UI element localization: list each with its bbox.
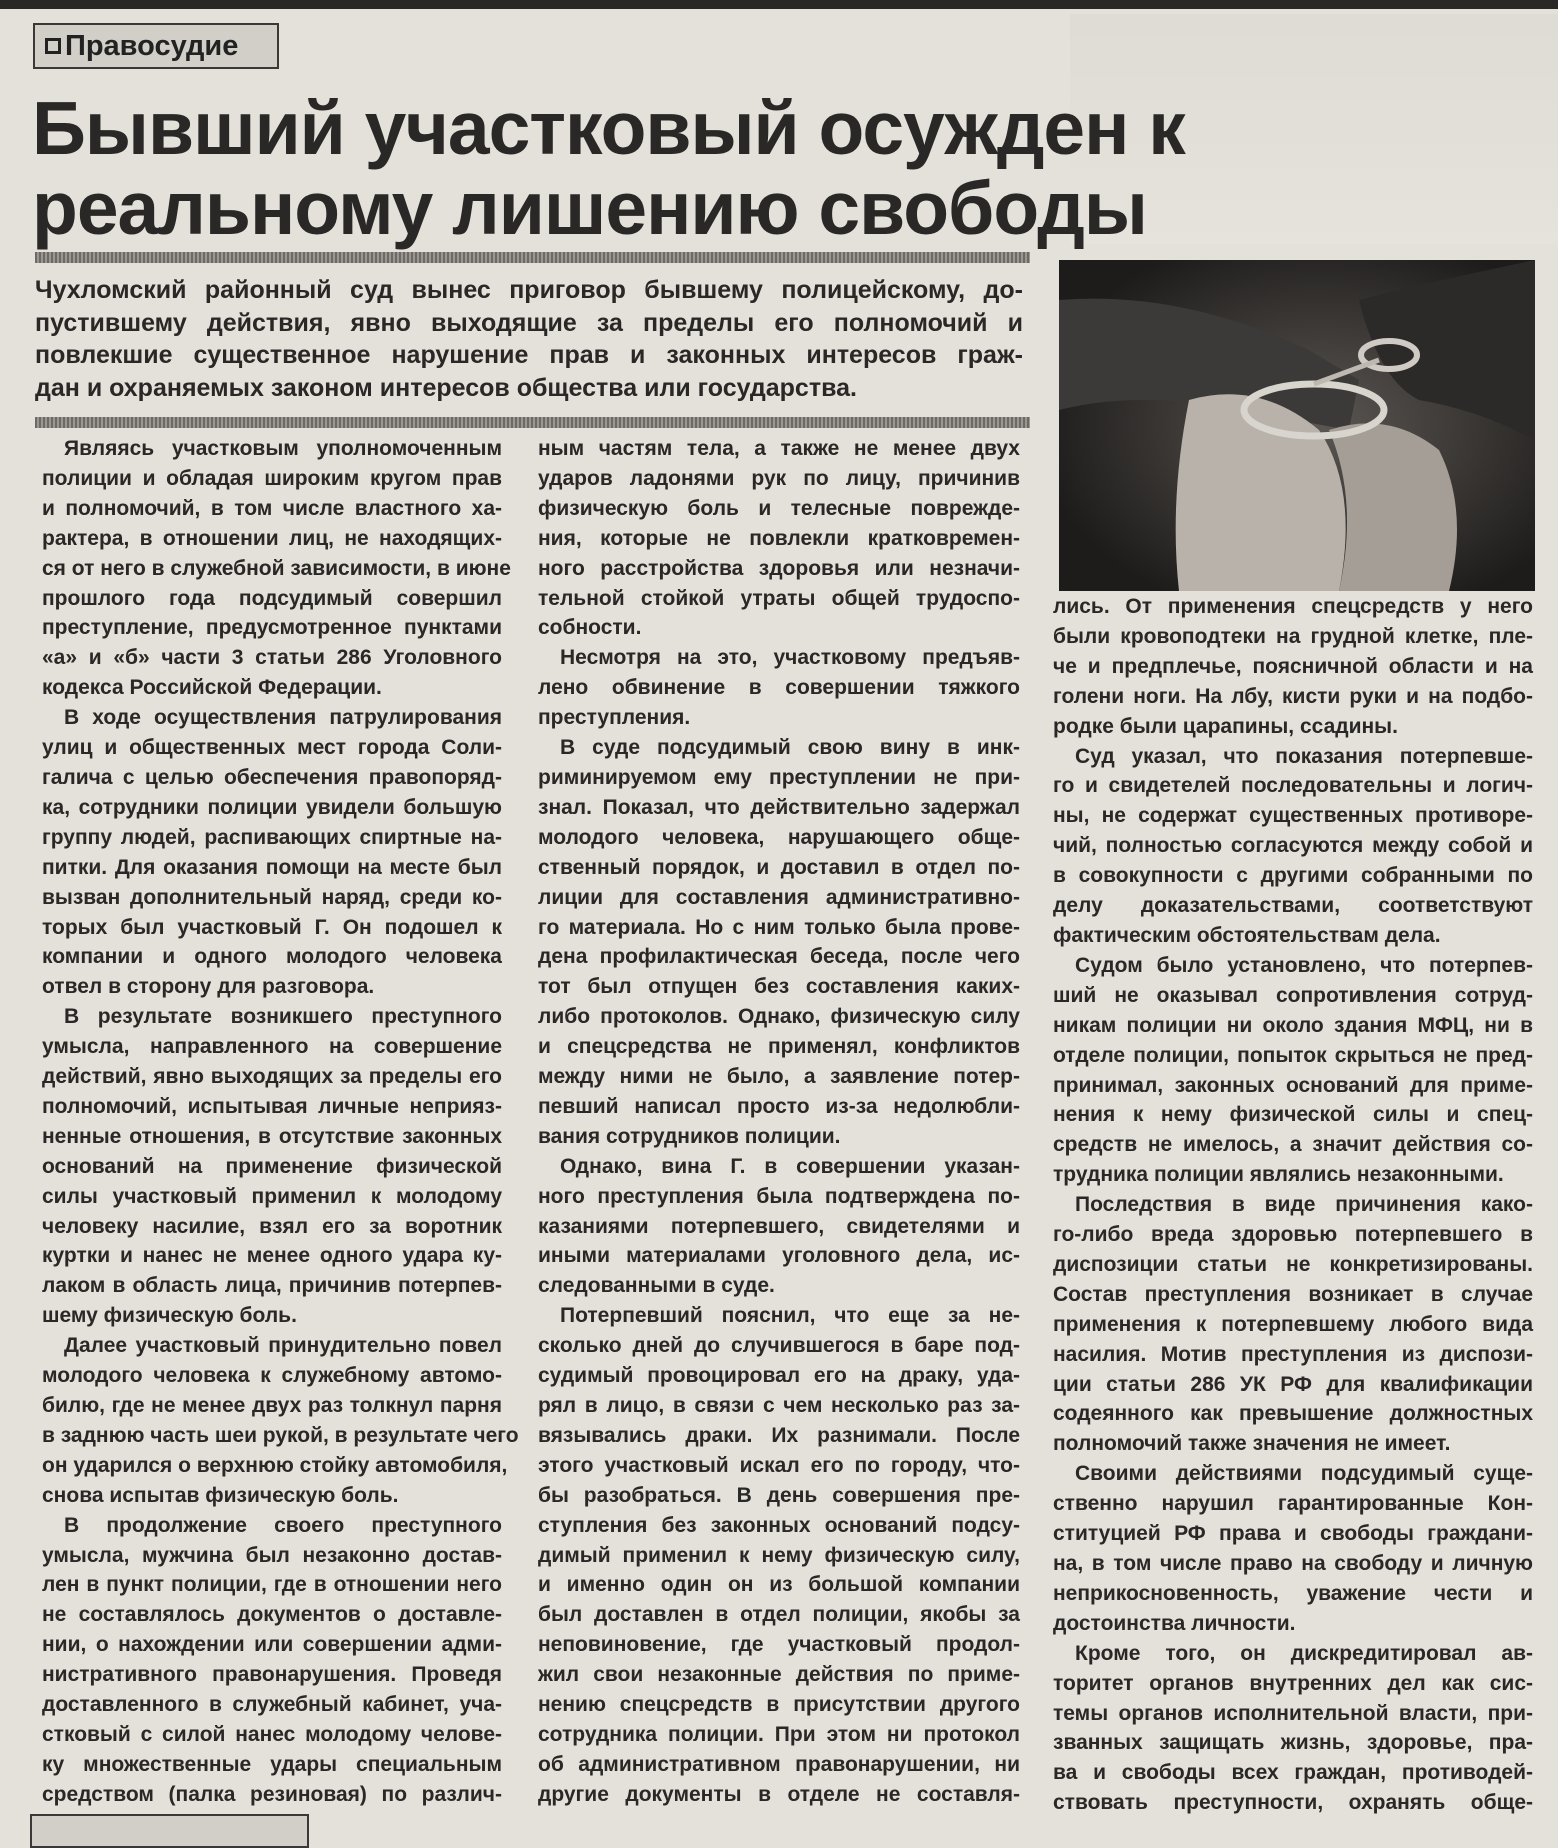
text-line: в совокупности с другими собранными по <box>1053 864 1533 888</box>
article-paragraph <box>538 733 1020 1152</box>
lead-divider <box>35 417 1030 428</box>
text-line: В ходе осуществления патрулирования <box>64 706 502 730</box>
text-line: силы участковый применил к молодому <box>42 1184 502 1208</box>
text-line: и именно один он из большой компании <box>538 1573 1020 1597</box>
text-line: Несмотря на это, участковому предъяв- <box>560 646 1020 670</box>
text-line: ного преступления была подтверждена по- <box>538 1184 1020 1208</box>
text-line: Являясь участковым уполномоченным <box>64 437 502 460</box>
text-line: Далее участковый принудительно повел <box>64 1334 502 1358</box>
text-line: питки. Для оказания помощи на месте был <box>42 855 502 879</box>
text-line: нению спецсредств в присутствии другого <box>538 1693 1020 1717</box>
text-line: был доставлен в отдел полиции, якобы за <box>538 1603 1020 1627</box>
headline-line: Бывший участковый осужден к <box>32 86 1185 170</box>
article-column-2 <box>538 434 1020 1810</box>
text-line: достоинства личности. <box>1053 1611 1296 1635</box>
text-line: В результате возникшего преступного <box>64 1005 502 1029</box>
text-line: ным частям тела, а также не менее двух <box>538 437 1020 460</box>
text-line: ственно нарушил гарантированные Кон- <box>1053 1492 1533 1516</box>
text-line: шему физическую боль. <box>42 1304 297 1328</box>
text-line: судимый провоцировал его на драку, уда- <box>538 1364 1020 1388</box>
text-line: вызван дополнительный наряд, среди ко- <box>42 885 502 909</box>
text-line: и полномочий, в том числе властного ха- <box>42 496 502 520</box>
text-line: применения к потерпевшему любого вида <box>1053 1312 1533 1336</box>
text-line: торых был участковый Г. Он подошел к <box>42 915 502 939</box>
text-line: ции статьи 286 УК РФ для квалификации <box>1053 1372 1533 1396</box>
article-paragraph <box>42 1331 519 1510</box>
text-line: Своими действиями подсудимый суще- <box>1075 1462 1533 1486</box>
text-line: лиции для составления административно- <box>538 885 1020 909</box>
text-line: неприкосновенность, уважение чести и <box>1053 1581 1533 1605</box>
text-line: средств не имелось, а значит действия со- <box>1053 1133 1533 1157</box>
text-line: нения к нему физической силы и спец- <box>1053 1103 1533 1127</box>
lead-line: дан и охраняемых законом интересов общества или государства. <box>35 373 857 402</box>
text-line: сотрудника полиции. При этом ни протокол <box>538 1722 1020 1746</box>
text-line: умысла, мужчина был незаконно достав- <box>42 1543 502 1567</box>
text-line: полномочий, испытывая личные неприяз- <box>42 1094 502 1118</box>
text-line: ны, не содержат существенных противоре- <box>1053 804 1533 828</box>
text-line: преступления. <box>538 706 691 730</box>
text-line: средством (палка резиновая) по различ- <box>42 1782 502 1806</box>
article-paragraph <box>42 1002 502 1331</box>
text-line: торитет органов внутренних дел как сис- <box>1053 1671 1533 1695</box>
text-line: он ударился о верхнюю стойку автомобиля, <box>42 1453 508 1477</box>
article-column-1 <box>42 434 519 1810</box>
text-line: родке были царапины, ссадины. <box>1053 714 1398 738</box>
headline <box>32 88 1292 248</box>
text-line: ударов ладонями рук по лицу, причинив <box>538 466 1020 490</box>
text-line: делу доказательствами, соответствуют <box>1053 894 1533 918</box>
text-line: иными материалами уголовного дела, ис- <box>538 1244 1020 1268</box>
headline-line: реальному лишению свободы <box>32 166 1147 250</box>
text-line: темы органов исполнительной власти, при- <box>1053 1701 1533 1725</box>
text-line: бы разобраться. В день совершения пре- <box>538 1483 1020 1507</box>
text-line: диспозиции статьи не конкретизированы. <box>1053 1252 1533 1276</box>
text-line: и спецсредства не применял, конфликтов <box>538 1035 1020 1059</box>
text-line: Кроме того, он дискредитировал ав- <box>1075 1641 1533 1665</box>
text-line: об административном правонарушении, ни <box>538 1752 1020 1776</box>
text-line: ся от него в служебной зависимости, в июне <box>42 556 511 580</box>
article-paragraph <box>538 1301 1020 1809</box>
lead-line: пустившему действия, явно выходящие за пределы его полномочий и <box>35 308 1023 337</box>
text-line: кодекса Российской Федерации. <box>42 676 382 700</box>
text-line: сколько дней до случившегося в баре под- <box>538 1334 1020 1358</box>
article-paragraph <box>538 643 1020 733</box>
text-line: фактическим обстоятельствам дела. <box>1053 923 1441 947</box>
article-paragraph <box>42 703 502 1002</box>
text-line: певший написал просто из-за недолюбли- <box>538 1094 1020 1118</box>
text-line: В суде подсудимый свою вину в инк- <box>560 736 1020 760</box>
text-line: на, в том числе право на свободу и личную <box>1053 1552 1533 1575</box>
text-line: «а» и «б» части 3 статьи 286 Уголовного <box>42 646 502 670</box>
article-paragraph <box>1053 742 1533 951</box>
section-tag <box>33 23 279 69</box>
text-line: галича с целью обеспечения правопоряд- <box>42 765 502 789</box>
text-line: лен в пункт полиции, где в отношении него <box>42 1573 502 1597</box>
text-line: Состав преступления возникает в случае <box>1053 1282 1533 1306</box>
text-line: насилия. Мотив преступления из диспози- <box>1053 1342 1533 1366</box>
text-line: стковый с силой нанес молодому челове- <box>42 1722 502 1746</box>
text-line: содеянного как превышение должностных <box>1053 1402 1533 1426</box>
text-line: молодого человека к служебному автомо- <box>42 1364 502 1388</box>
text-line: го-либо вреда здоровью потерпевшего в <box>1053 1223 1533 1247</box>
text-line: трудника полиции являлись незаконными. <box>1053 1163 1504 1187</box>
text-line: риминируемом ему преступлении не при- <box>538 765 1020 789</box>
article-paragraph <box>538 434 1020 643</box>
text-line: молодого человека, нарушающего обще- <box>538 825 1020 849</box>
text-line: преступление, предусмотренное пунктами <box>42 616 502 640</box>
text-line: лись. От применения спецсредств у него <box>1053 595 1533 618</box>
article-paragraph <box>538 1152 1020 1302</box>
text-line: рактера, в отношении лиц, не находящих- <box>42 526 502 550</box>
text-line: нистративного правонарушения. Проведя <box>42 1663 502 1687</box>
text-line: ненные отношения, в отсутствие законных <box>42 1124 502 1148</box>
lead-line: повлекшие существенное нарушение прав и законных интересов граж- <box>35 341 1023 369</box>
text-line: принимал, законных оснований для приме- <box>1053 1073 1533 1097</box>
page-top-bar <box>0 0 1558 9</box>
handcuffs-icon <box>1059 260 1535 591</box>
article-paragraph <box>1053 951 1533 1190</box>
text-line: ния, которые не повлекли кратковремен- <box>538 526 1020 550</box>
lead-line: Чухломский районный суд вынес приговор бывшему полицейскому, до- <box>35 276 1023 304</box>
text-line: чий, полностью согласуются между собой и <box>1053 834 1533 858</box>
text-line: ший не оказывал сопротивления сотруд- <box>1053 983 1533 1007</box>
text-line: этого участковый искал его по городу, что- <box>538 1453 1020 1477</box>
text-line: прошлого года подсудимый совершил <box>42 586 502 610</box>
text-line: группу людей, распивающих спиртные на- <box>42 825 502 849</box>
text-line: Судом было установлено, что потерпев- <box>1075 953 1533 977</box>
text-line: были кровоподтеки на грудной клетке, пле- <box>1053 624 1533 648</box>
text-line: куртки и нанес не менее одного удара ку- <box>42 1244 502 1268</box>
text-line: никам полиции ни около здания МФЦ, ни в <box>1053 1013 1533 1037</box>
article-paragraph <box>42 1511 502 1810</box>
text-line: компании и одного молодого человека <box>42 945 502 969</box>
text-line: вания сотрудников полиции. <box>538 1124 841 1148</box>
text-line: полномочий также значения не имеет. <box>1053 1432 1451 1456</box>
text-line: либо протоколов. Однако, физическую силу <box>538 1005 1020 1029</box>
text-line: Последствия в виде причинения како- <box>1075 1193 1533 1217</box>
article-column-3 <box>1053 592 1533 1818</box>
headline-divider <box>35 252 1030 263</box>
text-line: не составлялось документов о доставле- <box>42 1603 502 1627</box>
text-line: го материала. Но с ним только была прове- <box>538 915 1020 939</box>
text-line: тельной стойкой утраты общей трудоспо- <box>538 586 1020 610</box>
article-paragraph <box>1053 592 1533 742</box>
text-line: лаком в область лица, причинив потерпев- <box>42 1274 502 1298</box>
text-line: ступления без законных оснований подсу- <box>538 1513 1020 1537</box>
text-line: жил свои незаконные действия по приме- <box>538 1663 1020 1687</box>
text-line: полиции и обладая широким кругом прав <box>42 466 502 490</box>
text-line: вязывались драки. Их разнимали. После <box>538 1423 1020 1447</box>
article-paragraph <box>42 434 511 703</box>
text-line: отвел в сторону для разговора. <box>42 975 375 999</box>
section-tag-label: Правосудие <box>65 29 239 62</box>
text-line: другие документы в отделе не составля- <box>538 1782 1020 1806</box>
text-line: улиц и общественных мест города Соли- <box>42 736 502 760</box>
text-line: дена профилактическая беседа, после чего <box>538 945 1020 969</box>
text-line: ку множественные удары специальным <box>42 1752 502 1776</box>
text-line: билю, где не менее двух раз толкнул парня <box>42 1394 502 1417</box>
text-line: ва и свободы всех граждан, противодей- <box>1053 1761 1533 1785</box>
text-line: голени ноги. На лбу, кисти руки и на подбо- <box>1053 684 1533 708</box>
article-paragraph <box>1053 1190 1533 1459</box>
text-line: че и предплечье, поясничной области и на <box>1053 654 1533 678</box>
text-line: димый применил к нему физическую силу, <box>538 1543 1020 1567</box>
text-line: физическую боль и телесные поврежде- <box>538 496 1020 520</box>
text-line: неповиновение, где участковый продол- <box>538 1633 1020 1657</box>
text-line: знал. Показал, что действительно задержал <box>538 795 1020 819</box>
article-paragraph <box>1053 1459 1533 1638</box>
text-line: между ними не было, а заявление потер- <box>538 1065 1020 1089</box>
text-line: Суд указал, что показания потерпевше- <box>1075 744 1533 768</box>
text-line: доставленного в служебный кабинет, уча- <box>42 1693 502 1717</box>
text-line: казаниями потерпевшего, свидетелями и <box>538 1214 1020 1238</box>
text-line: го и свидетелей последовательны и логич- <box>1053 774 1533 798</box>
handcuffs-photo <box>1059 260 1535 591</box>
text-line: человеку насилие, взял его за воротник <box>42 1214 502 1238</box>
text-line: ствовать преступности, охранять обще- <box>1053 1791 1533 1815</box>
text-line: званных защищать жизнь, здоровье, пра- <box>1053 1731 1533 1755</box>
text-line: ституцией РФ права и свободы граждани- <box>1053 1522 1533 1546</box>
text-line: тот был отпущен без составления каких- <box>538 975 1020 999</box>
text-line: отделе полиции, попыток скрыться не пред- <box>1053 1043 1533 1067</box>
text-line: собности. <box>538 616 642 640</box>
text-line: ного расстройства здоровья или незначи- <box>538 556 1020 580</box>
text-line: оснований на применение физической <box>42 1154 502 1178</box>
text-line: лено обвинение в совершении тяжкого <box>538 676 1020 700</box>
square-bullet-icon <box>45 38 61 54</box>
text-line: нии, о нахождении или совершении адми- <box>42 1633 502 1657</box>
text-line: в заднюю часть шеи рукой, в результате чего <box>42 1423 519 1447</box>
article-paragraph <box>1053 1639 1533 1818</box>
text-line: снова испытав физическую боль. <box>42 1483 399 1507</box>
next-section-tag <box>30 1814 309 1848</box>
text-line: ственный порядок, и доставил в отдел по- <box>538 855 1020 879</box>
text-line: следованными в суде. <box>538 1274 775 1298</box>
text-line: Однако, вина Г. в совершении указан- <box>560 1154 1020 1178</box>
text-line: ка, сотрудники полиции увидели большую <box>42 795 502 819</box>
text-line: действий, явно выходящих за пределы его <box>42 1065 502 1089</box>
text-line: Потерпевший пояснил, что еще за не- <box>560 1304 1020 1328</box>
text-line: умысла, направленного на совершение <box>42 1035 502 1059</box>
lead-paragraph <box>35 274 1023 404</box>
text-line: рял в лицо, в связи с чем несколько раз за- <box>538 1394 1020 1417</box>
text-line: В продолжение своего преступного <box>64 1513 502 1537</box>
